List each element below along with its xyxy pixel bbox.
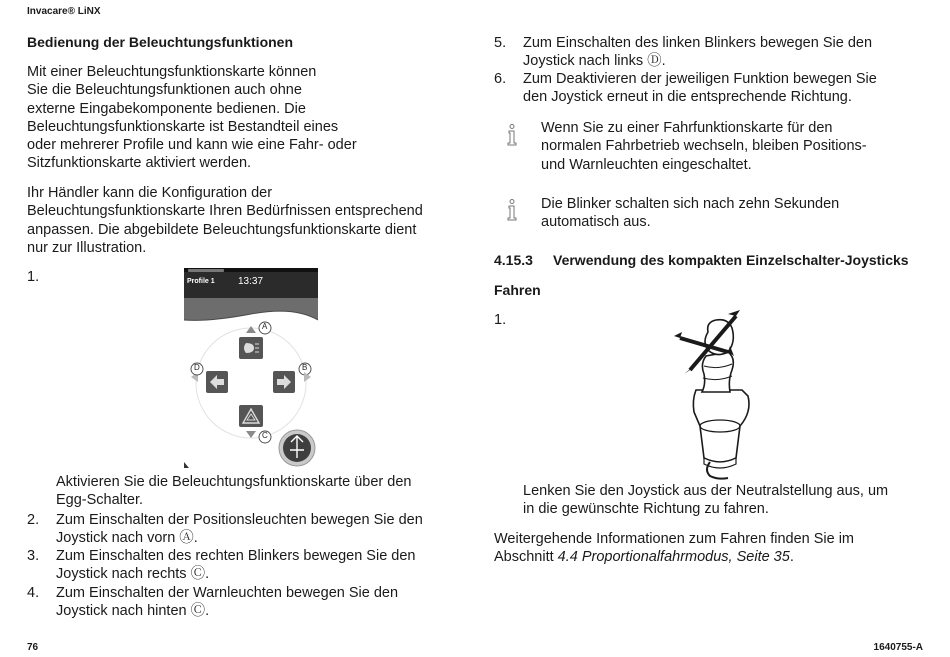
text-line: Weitergehende Informationen zum Fahren finden Sie im xyxy=(494,531,855,547)
text-line: anpassen. Die abgebildete Beleuchtungsfunktionskarte dient xyxy=(27,221,417,238)
info-icon xyxy=(505,124,519,146)
clock-time: 13:37 xyxy=(238,276,264,287)
marker-b: B xyxy=(302,363,308,372)
marker-d: D xyxy=(194,363,200,372)
text-fragment: Abschnitt xyxy=(494,549,558,566)
text-line: in die gewünschte Richtung zu fahren. xyxy=(523,501,769,518)
text-fragment: . xyxy=(789,549,794,566)
text-line: Aktivieren Sie die Beleuchtungsfunktionskarte über den xyxy=(56,474,412,490)
step-number: 4. xyxy=(27,585,40,601)
text-line: Wenn Sie zu einer Fahrfunktionskarte für den xyxy=(541,120,833,136)
text-line: normalen Fahrbetrieb wechseln, bleiben Positions- xyxy=(541,138,867,155)
step-6-text xyxy=(523,70,877,107)
note-text xyxy=(541,119,867,174)
text-line: Die Blinker schalten sich nach zehn Sekunden xyxy=(541,196,840,212)
text-line: Joystick nach links Ⓓ. xyxy=(523,53,666,70)
text-line: Ihr Händler kann die Konfiguration der xyxy=(27,185,273,201)
marker-a: A xyxy=(262,322,268,331)
text-line: Zum Einschalten des linken Blinkers bewegen Sie den xyxy=(523,35,873,51)
section-title: Verwendung des kompakten Einzelschalter-Joysticks xyxy=(553,252,909,268)
text-line: externe Eingabekomponente bedienen. Die xyxy=(27,100,306,117)
text-line: Beleuchtungsfunktionskarte ist Bestandteil eines xyxy=(27,118,339,135)
text-line: Lenken Sie den Joystick aus der Neutralstellung aus, um xyxy=(523,483,889,499)
step-5-text xyxy=(523,34,872,71)
step-number: 1. xyxy=(27,269,40,285)
section-number: 4.15.3 xyxy=(494,252,533,268)
subheading: Fahren xyxy=(494,282,541,298)
page-number: 76 xyxy=(27,642,39,653)
profile-label: Profile 1 xyxy=(187,278,215,285)
text-line: den Joystick erneut in die entsprechende Richtung. xyxy=(523,89,852,106)
intro-paragraph xyxy=(27,63,452,173)
text-line: Joystick nach vorn Ⓐ. xyxy=(56,530,198,547)
step-number: 2. xyxy=(27,512,40,528)
config-paragraph xyxy=(27,184,452,257)
step-1-driving-text xyxy=(523,482,888,519)
text-line: Egg-Schalter. xyxy=(56,492,144,509)
text-line: Zum Einschalten der Positionsleuchten bewegen Sie den xyxy=(56,512,423,528)
note-text xyxy=(541,195,839,232)
text-line: Zum Einschalten der Warnleuchten bewegen Sie den xyxy=(56,585,399,601)
text-line: Sie die Beleuchtungsfunktionen auch ohne xyxy=(27,82,302,99)
text-line: Joystick nach rechts Ⓒ. xyxy=(56,566,210,583)
text-line: und Warnleuchten eingeschaltet. xyxy=(541,156,752,173)
text-line: automatisch aus. xyxy=(541,214,651,231)
text-line xyxy=(494,548,924,566)
step-number: 5. xyxy=(494,35,507,51)
joystick-illustration xyxy=(670,308,770,482)
step-number: 6. xyxy=(494,71,507,87)
text-line: Beleuchtungsfunktionskarte Ihren Bedürfnissen entsprechend xyxy=(27,203,423,220)
more-info-paragraph xyxy=(494,530,924,567)
text-line: Mit einer Beleuchtungsfunktionskarte können xyxy=(27,64,317,80)
step-1-text xyxy=(56,473,456,510)
text-line: nur zur Illustration. xyxy=(27,239,147,256)
step-number: 3. xyxy=(27,548,40,564)
text-line: Sitzfunktionskarte aktiviert werden. xyxy=(27,155,252,172)
lighting-card-illustration xyxy=(184,268,318,468)
marker-c: C xyxy=(262,431,268,440)
document-id: 1640755-A xyxy=(873,642,923,653)
section-heading: Bedienung der Beleuchtungsfunktionen xyxy=(27,34,294,50)
step-2-text xyxy=(56,511,423,548)
running-header: Invacare® LiNX xyxy=(27,6,101,17)
info-icon xyxy=(505,199,519,221)
text-line: Joystick nach hinten Ⓒ. xyxy=(56,603,210,620)
text-line: Zum Deaktivieren der jeweiligen Funktion bewegen Sie xyxy=(523,71,877,87)
text-line: oder mehrerer Profile und kann wie eine Fahr- oder xyxy=(27,137,357,154)
step-number: 1. xyxy=(494,312,507,328)
step-4-text xyxy=(56,584,398,621)
cross-reference-link[interactable]: 4.4 Proportionalfahrmodus, Seite 35 xyxy=(557,549,790,566)
text-line: Zum Einschalten des rechten Blinkers bewegen Sie den xyxy=(56,548,416,564)
step-3-text xyxy=(56,547,415,584)
